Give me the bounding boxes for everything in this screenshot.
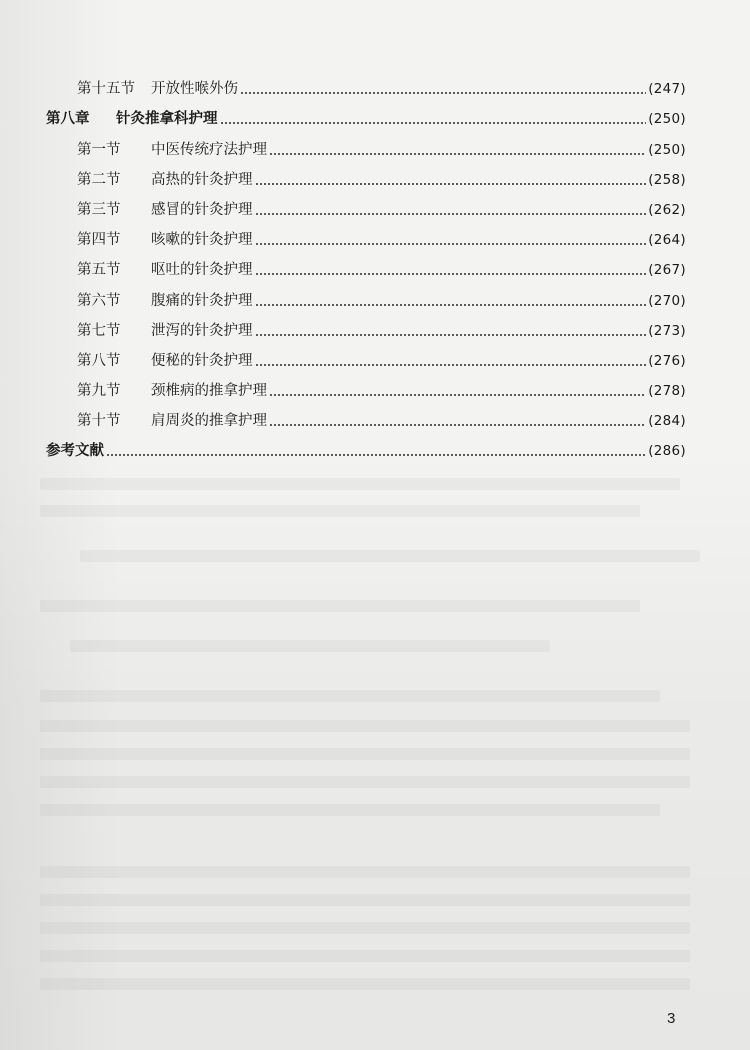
dot-leader xyxy=(255,346,647,376)
page-number: 3 xyxy=(667,1010,676,1027)
toc-entry-number: 第七节 xyxy=(77,323,121,339)
toc-entry-title: 腹痛的针灸护理 xyxy=(151,293,253,309)
bleed-through-line xyxy=(40,776,690,788)
bleed-through-line xyxy=(40,720,690,732)
bleed-through-line xyxy=(40,922,690,934)
bleed-through-line xyxy=(40,505,640,517)
toc-entry-title: 咳嗽的针灸护理 xyxy=(151,232,253,248)
dot-leader xyxy=(220,104,647,134)
bleed-through-line xyxy=(40,866,690,878)
toc-entry-page: (247) xyxy=(648,81,686,97)
toc-entry[interactable] xyxy=(77,165,686,195)
dot-leader xyxy=(269,376,646,406)
toc-entry[interactable] xyxy=(77,135,686,165)
toc-entry[interactable] xyxy=(77,376,686,406)
toc-entry-number: 第一节 xyxy=(77,142,121,158)
dot-leader xyxy=(255,286,647,316)
toc-entry-page: (250) xyxy=(648,111,686,127)
toc-entry-title: 呕吐的针灸护理 xyxy=(151,262,253,278)
toc-entry[interactable] xyxy=(77,316,686,346)
toc-entry-number: 第五节 xyxy=(77,262,121,278)
toc-entry-page: (270) xyxy=(648,293,686,309)
bleed-through-line xyxy=(40,950,690,962)
toc-entry-title: 高热的针灸护理 xyxy=(151,172,253,188)
toc-entry-page: (250) xyxy=(648,142,686,158)
toc-entry-title: 感冒的针灸护理 xyxy=(151,202,253,218)
toc-entry[interactable] xyxy=(77,195,686,225)
toc-entry[interactable] xyxy=(77,255,686,285)
toc-entry-number: 第十节 xyxy=(77,413,121,429)
toc-entry-title: 肩周炎的推拿护理 xyxy=(151,413,267,429)
toc-entry-title: 颈椎病的推拿护理 xyxy=(151,383,267,399)
toc-entry[interactable] xyxy=(77,74,686,104)
bleed-through-line xyxy=(40,690,660,702)
bleed-through-line xyxy=(40,748,690,760)
dot-leader xyxy=(255,225,647,255)
dot-leader xyxy=(255,255,647,285)
dot-leader xyxy=(255,195,647,225)
dot-leader xyxy=(255,316,647,346)
toc-entry-page: (264) xyxy=(648,232,686,248)
toc-entry-title: 参考文献 xyxy=(46,442,104,459)
toc-entry-page: (267) xyxy=(648,262,686,278)
toc-entry-title: 便秘的针灸护理 xyxy=(151,353,253,369)
toc-entry[interactable] xyxy=(77,406,686,436)
toc-entry-page: (286) xyxy=(648,443,686,459)
dot-leader xyxy=(269,406,646,436)
toc-entry-page: (276) xyxy=(648,353,686,369)
bleed-through-line xyxy=(80,550,700,562)
toc-entry-number: 第二节 xyxy=(77,172,121,188)
bleed-through-line xyxy=(40,600,640,612)
toc-entry-title: 泄泻的针灸护理 xyxy=(151,323,253,339)
toc-entry-number: 第三节 xyxy=(77,202,121,218)
toc-entry-title: 开放性喉外伤 xyxy=(151,81,238,97)
toc-entry-number: 第十五节 xyxy=(77,81,135,97)
toc-entry[interactable] xyxy=(77,346,686,376)
toc-entry[interactable] xyxy=(77,286,686,316)
bleed-through-line xyxy=(40,894,690,906)
toc-entry-title: 中医传统疗法护理 xyxy=(151,142,267,158)
dot-leader xyxy=(106,436,646,466)
toc-entry-number: 第六节 xyxy=(77,293,121,309)
toc-entry-number: 第四节 xyxy=(77,232,121,248)
toc-entry-number: 第八节 xyxy=(77,353,121,369)
toc-entry-number: 第八章 xyxy=(46,110,90,127)
toc-entry-title: 针灸推拿科护理 xyxy=(116,110,218,127)
dot-leader xyxy=(255,165,647,195)
toc-references-entry[interactable] xyxy=(46,436,686,466)
toc-entry-page: (284) xyxy=(648,413,686,429)
toc-entry-number: 第九节 xyxy=(77,383,121,399)
dot-leader xyxy=(240,74,646,104)
bleed-through-line xyxy=(40,804,660,816)
bleed-through-line xyxy=(40,478,680,490)
toc-entry-page: (258) xyxy=(648,172,686,188)
bleed-through-line xyxy=(40,978,690,990)
toc-entry-page: (278) xyxy=(648,383,686,399)
toc-chapter-entry[interactable] xyxy=(46,104,686,134)
dot-leader xyxy=(269,135,646,165)
bleed-through-line xyxy=(70,640,550,652)
toc-entry-page: (262) xyxy=(648,202,686,218)
toc-entry-page: (273) xyxy=(648,323,686,339)
toc-entry[interactable] xyxy=(77,225,686,255)
